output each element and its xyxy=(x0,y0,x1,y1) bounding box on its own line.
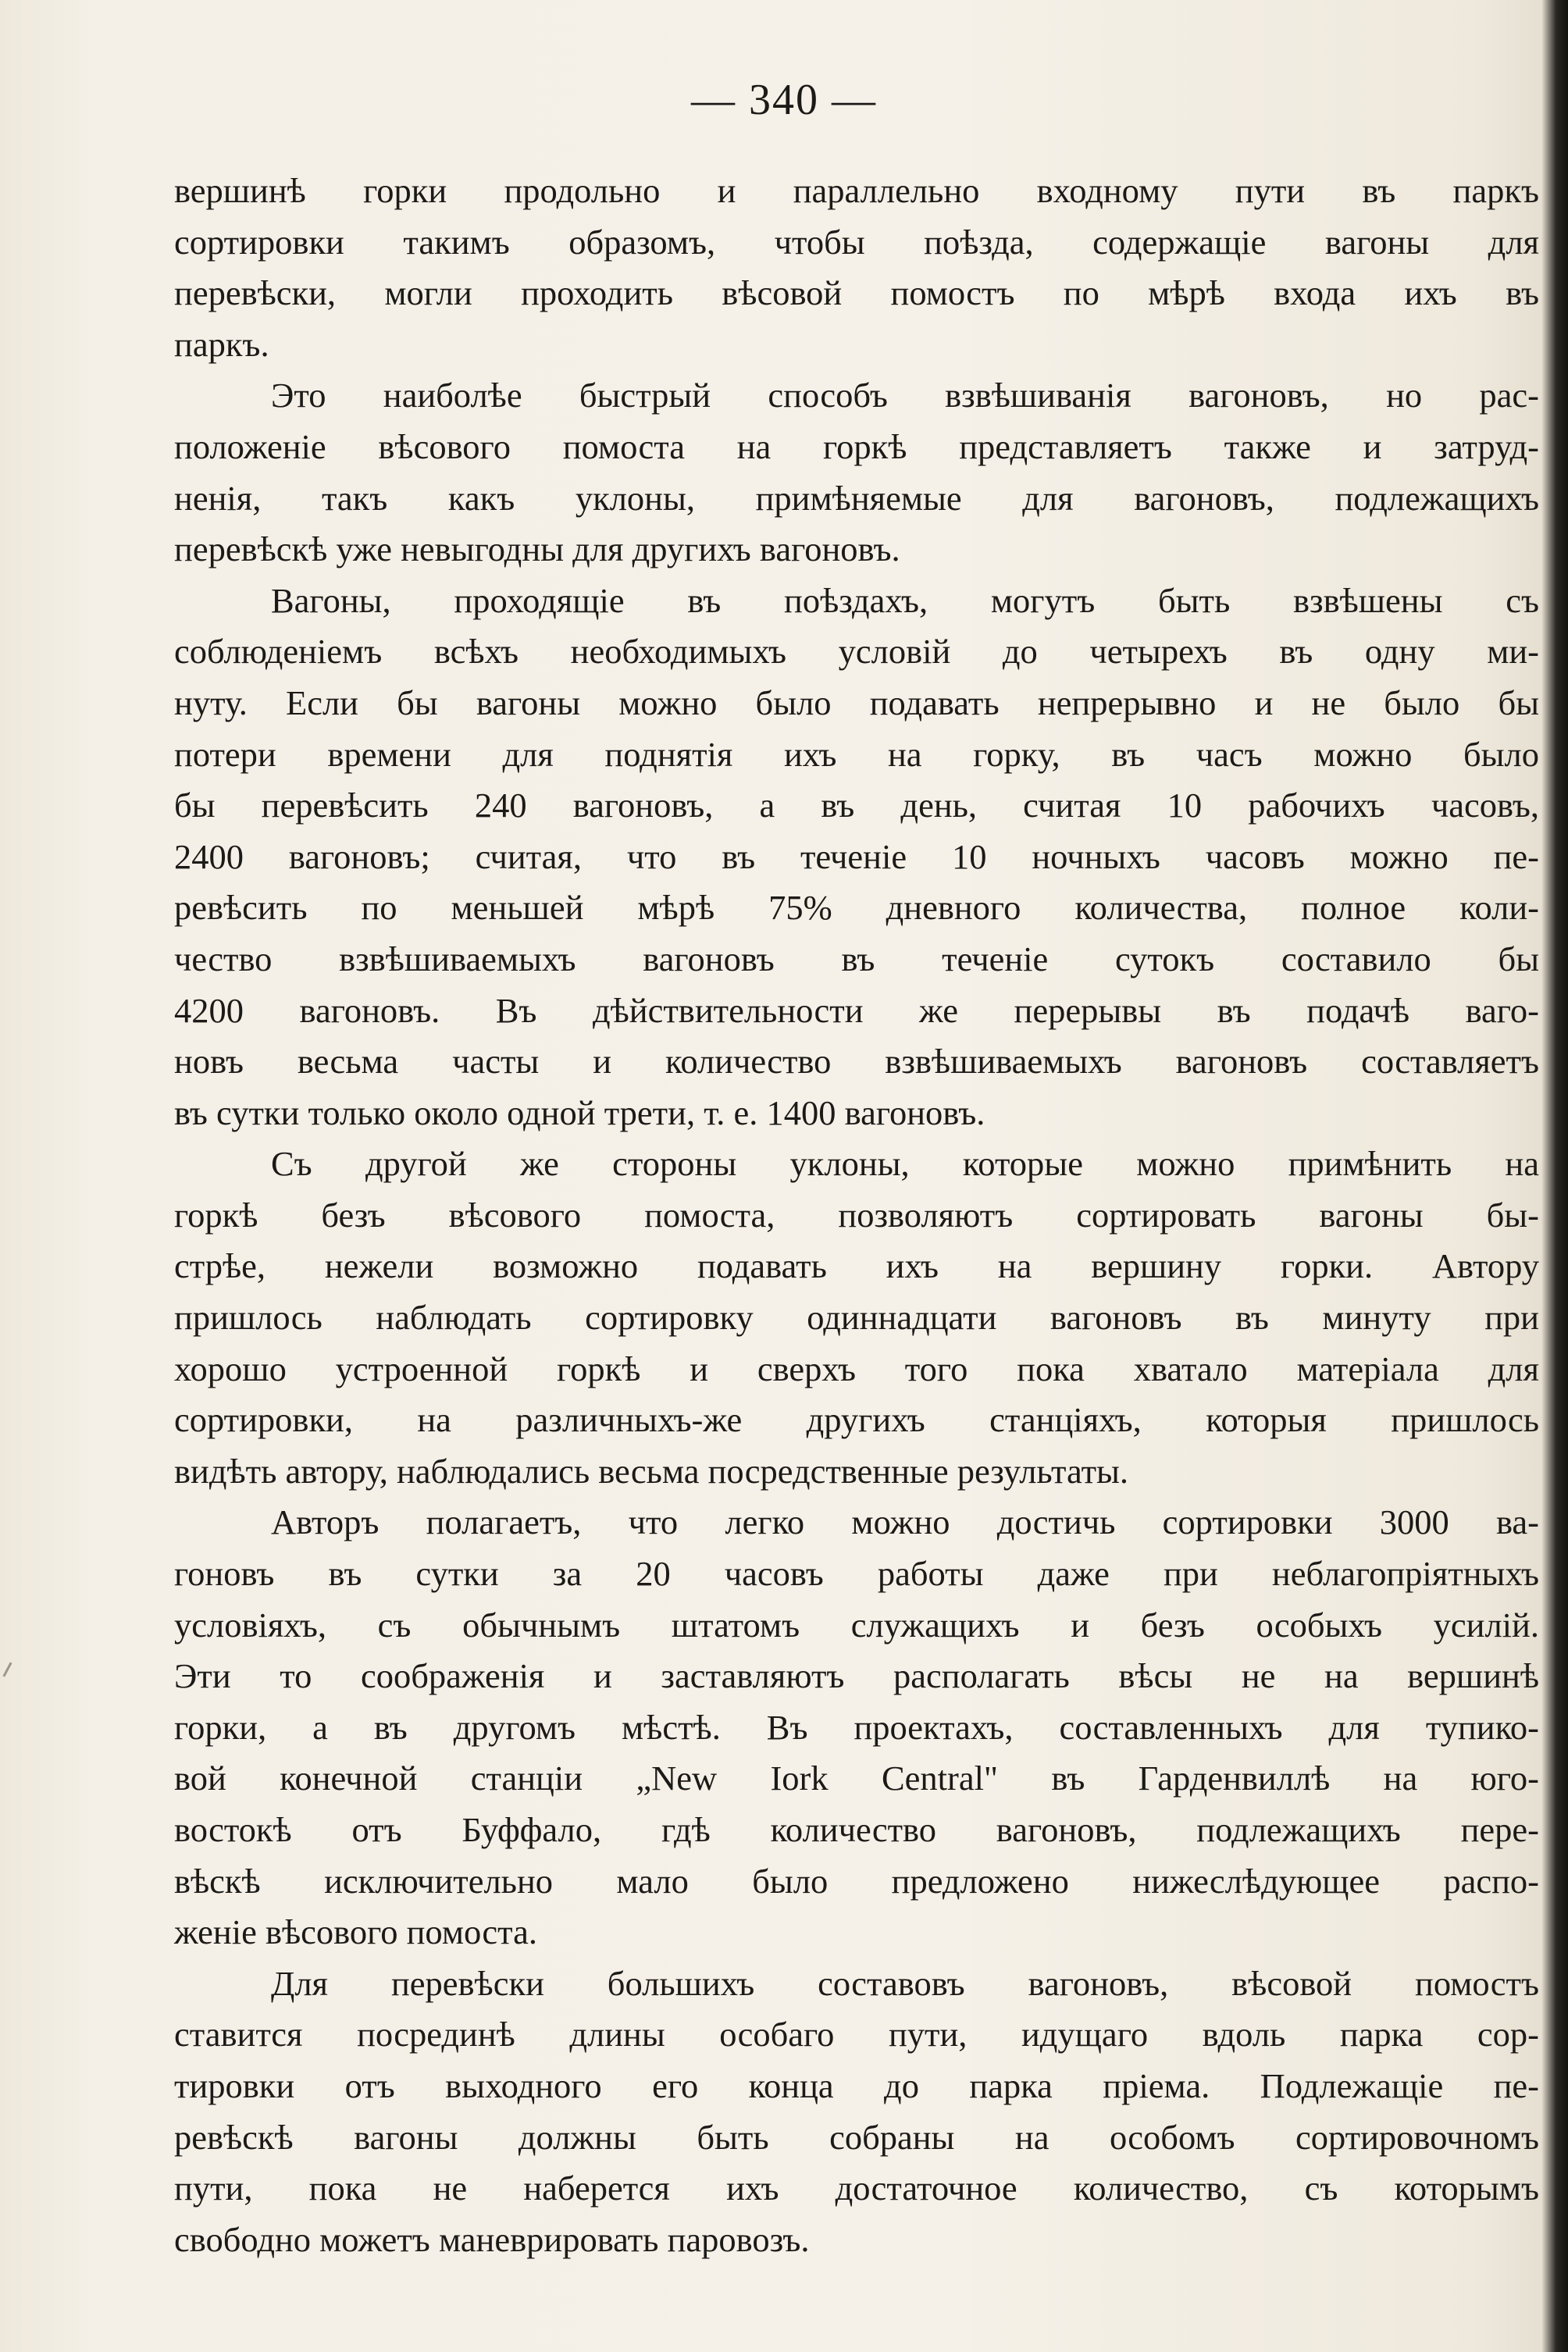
text-line: новъ весьма часты и количество взвѣшиваемыхъ вагоновъ составляетъ xyxy=(174,1042,1539,1082)
text-line: женіе вѣсового помоста. xyxy=(174,1912,537,1952)
text-line: пришлось наблюдать сортировку одиннадцати вагоновъ въ минуту при xyxy=(174,1298,1539,1338)
text-line: Эти то соображенія и заставляютъ располагать вѣсы не на вершинѣ xyxy=(174,1656,1539,1696)
text-line: вѣскѣ исключительно мало было предложено нижеслѣдующее распо- xyxy=(174,1861,1539,1901)
text-line: паркъ. xyxy=(174,324,269,364)
body-text xyxy=(174,166,1539,2265)
text-line: гоновъ въ сутки за 20 часовъ работы даже при неблагопріятныхъ xyxy=(174,1554,1539,1594)
text-line: ставится посрединѣ длины особаго пути, идущаго вдоль парка сор- xyxy=(174,2015,1539,2054)
text-line: Съ другой же стороны уклоны, которые можно примѣнить на xyxy=(271,1144,1539,1184)
margin-mark xyxy=(2,1662,12,1677)
text-line: 4200 вагоновъ. Въ дѣйствительности же перерывы въ подачѣ ваго- xyxy=(174,990,1539,1030)
text-line: Вагоны, проходящіе въ поѣздахъ, могутъ быть взвѣшены съ xyxy=(271,580,1539,620)
text-line: ревѣсить по меньшей мѣрѣ 75% дневного количества, полное коли- xyxy=(174,888,1539,928)
text-line: хорошо устроенной горкѣ и сверхъ того пока хватало матеріала для xyxy=(174,1349,1539,1388)
text-line: горкѣ безъ вѣсового помоста, позволяютъ сортировать вагоны бы- xyxy=(174,1195,1539,1235)
text-line: стрѣе, нежели возможно подавать ихъ на вершину горки. Автору xyxy=(174,1246,1539,1286)
text-line: вой конечной станціи „New Iork Central" въ Гарденвиллѣ на юго- xyxy=(174,1759,1539,1798)
text-line: Это наиболѣе быстрый способъ взвѣшиванія вагоновъ, но рас- xyxy=(271,376,1539,415)
text-line: чество взвѣшиваемыхъ вагоновъ въ теченіе сутокъ составило бы xyxy=(174,939,1539,978)
paragraph xyxy=(174,166,1539,370)
text-line: перевѣски, могли проходить вѣсовой помостъ по мѣрѣ входа ихъ въ xyxy=(174,273,1539,313)
text-line: бы перевѣсить 240 вагоновъ, а въ день, считая 10 рабочихъ часовъ, xyxy=(174,786,1539,825)
paragraph xyxy=(174,1139,1539,1497)
text-line: сортировки такимъ образомъ, чтобы поѣзда, содержащіе вагоны для xyxy=(174,222,1539,262)
book-spine-shadow xyxy=(1541,0,1568,2352)
text-line: горки, а въ другомъ мѣстѣ. Въ проектахъ, составленныхъ для тупико- xyxy=(174,1707,1539,1747)
text-line: сортировки, на различныхъ-же другихъ станціяхъ, которыя пришлось xyxy=(174,1400,1539,1440)
paragraph xyxy=(174,370,1539,575)
text-line: условіяхъ, съ обычнымъ штатомъ служащихъ и безъ особыхъ усилій. xyxy=(174,1605,1539,1645)
text-line: 2400 вагоновъ; считая, что въ теченіе 10 ночныхъ часовъ можно пе- xyxy=(174,836,1539,876)
text-line: свободно можетъ маневрировать паровозъ. xyxy=(174,2219,810,2259)
paragraph xyxy=(174,1958,1539,2266)
text-line: Для перевѣски большихъ составовъ вагоновъ, вѣсовой помостъ xyxy=(271,1963,1539,2003)
text-line: востокѣ отъ Буффало, гдѣ количество вагоновъ, подлежащихъ пере- xyxy=(174,1810,1539,1849)
text-line: положеніе вѣсового помоста на горкѣ представляетъ также и затруд- xyxy=(174,426,1539,466)
paragraph xyxy=(174,576,1539,1139)
text-line: нуту. Если бы вагоны можно было подавать непрерывно и не было бы xyxy=(174,682,1539,722)
text-line: ревѣскѣ вагоны должны быть собраны на особомъ сортировочномъ xyxy=(174,2117,1539,2157)
text-line: соблюденіемъ всѣхъ необходимыхъ условій до четырехъ въ одну ми- xyxy=(174,632,1539,672)
text-line: перевѣскѣ уже невыгодны для другихъ вагоновъ. xyxy=(174,529,900,569)
text-line: Авторъ полагаетъ, что легко можно достичь сортировки 3000 ва- xyxy=(271,1502,1539,1542)
page-number: — 340 — xyxy=(691,76,877,124)
text-line: вершинѣ горки продольно и параллельно входному пути въ паркъ xyxy=(174,171,1539,210)
text-line: тировки отъ выходного его конца до парка пріема. Подлежащіе пе- xyxy=(174,2065,1539,2105)
text-line: видѣть автору, наблюдались весьма посредственные результаты. xyxy=(174,1451,1129,1491)
text-line: въ сутки только около одной трети, т. е. 1400 вагоновъ. xyxy=(174,1092,985,1132)
text-line: пути, пока не наберется ихъ достаточное количество, съ которымъ xyxy=(174,2168,1539,2208)
paragraph xyxy=(174,1497,1539,1958)
text-line: ненія, такъ какъ уклоны, примѣняемые для вагоновъ, подлежащихъ xyxy=(174,478,1539,518)
text-line: потери времени для поднятія ихъ на горку, въ часъ можно было xyxy=(174,734,1539,774)
